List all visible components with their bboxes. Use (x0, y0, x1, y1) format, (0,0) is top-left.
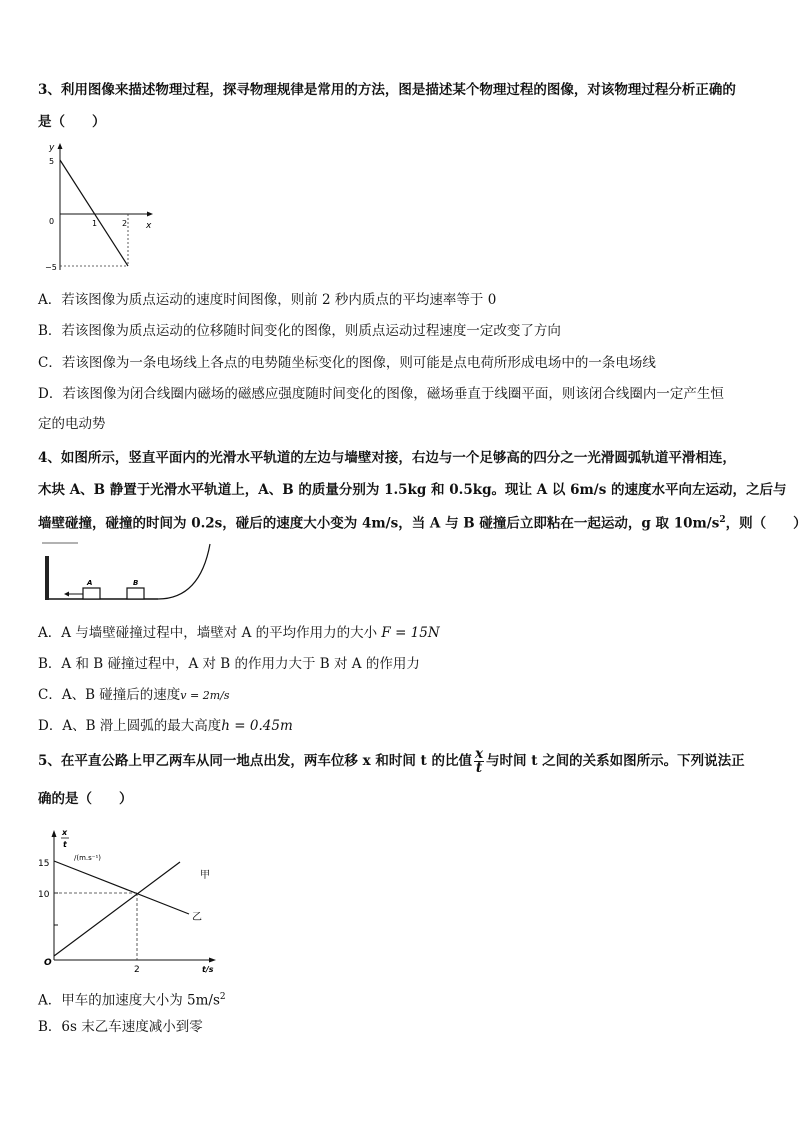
q4-label-b: B (133, 579, 139, 587)
q3-option-c: C．若该图像为一条电场线上各点的电势随坐标变化的图像，则可能是点电荷所形成电场中的一条电场线 (38, 355, 656, 371)
q3-tick-x1: 1 (92, 219, 98, 228)
q3-tick-x2: 2 (122, 219, 128, 228)
q3-option-a: A．若该图像为质点运动的速度时间图像，则前 2 秒内质点的平均速率等于 0 (38, 292, 497, 308)
q5-y-axis-den: t (63, 840, 67, 849)
q5-tick-10: 10 (38, 890, 50, 900)
q4-figure (40, 540, 215, 605)
q5-option-b: B．6s 末乙车速度减小到零 (38, 1019, 203, 1035)
q3-tick-neg5: −5 (45, 263, 57, 272)
q4-stem-line1: 4、如图所示，竖直平面内的光滑水平轨道的左边与墙壁对接，右边与一个足够高的四分之一光滑圆弧轨道平滑相连， (38, 450, 736, 466)
q4-option-b: B．A 和 B 碰撞过程中，A 对 B 的作用力大于 B 对 A 的作用力 (38, 656, 420, 672)
q3-stem-line1: 3、利用图像来描述物理过程，探寻物理规律是常用的方法，图是描述某个物理过程的图像，对该物理过程分析正确的 (38, 82, 736, 98)
q5-x-axis-label: t/s (202, 965, 214, 974)
q5-unit: /(m.s⁻¹) (74, 854, 102, 862)
q3-x-axis-label: x (146, 221, 152, 231)
q5-tick-origin: O (44, 958, 52, 968)
q3-stem-line2: 是（ ） (38, 114, 106, 130)
q3-option-d-line1: D．若该图像为闭合线圈内磁场的磁感应强度随时间变化的图像，磁场垂直于线圈平面，则该闭合线圈内一定产生恒 (38, 386, 724, 402)
q3-tick-5: 5 (49, 157, 55, 166)
q4-label-a: A (87, 579, 93, 587)
q5-y-axis-num: x (62, 828, 68, 837)
q5-graph (34, 826, 234, 976)
q3-y-axis-label: y (49, 143, 55, 153)
q3-option-b: B．若该图像为质点运动的位移随时间变化的图像，则质点运动过程速度一定改变了方向 (38, 323, 561, 339)
q3-option-d-line2: 定的电动势 (38, 416, 106, 432)
q4-option-c: C．A、B 碰撞后的速度v = 2m/s (38, 687, 230, 703)
q3-graph (44, 140, 164, 275)
q5-stem-line2: 确的是（ ） (38, 791, 133, 807)
q4-option-a: A．A 与墙壁碰撞过程中，墙壁对 A 的平均作用力的大小 F = 15N (38, 625, 440, 641)
q4-option-d: D．A、B 滑上圆弧的最大高度h = 0.45m (38, 718, 293, 734)
q4-stem-line3: 墙壁碰撞，碰撞的时间为 0.2s，碰后的速度大小变为 4m/s，当 A 与 B 碰撞后立即粘在一起运动，g 取 $10m/s^2$，则（ ） (38, 515, 807, 532)
q5-tick-15: 15 (38, 859, 50, 869)
q5-label-jia: 甲 (200, 870, 210, 881)
q4-stem-line2: 木块 A、B 静置于光滑水平轨道上，A、B 的质量分别为 1.5kg 和 0.5kg。现让 A 以 6m/s 的速度水平向左运动，之后与 (38, 482, 787, 498)
q5-stem-line1: 5、在平直公路上甲乙两车从同一地点出发，两车位移 x 和时间 t 的比值 $\frac{x}{t}$ 与时间 t 之间的关系如图所示。下列说法正 (38, 746, 745, 776)
q5-option-a: A．甲车的加速度大小为 $5m/s^2$ (38, 992, 226, 1009)
q5-label-yi: 乙 (192, 912, 202, 923)
q3-tick-0: 0 (49, 217, 55, 226)
q5-tick-x2: 2 (134, 965, 140, 975)
